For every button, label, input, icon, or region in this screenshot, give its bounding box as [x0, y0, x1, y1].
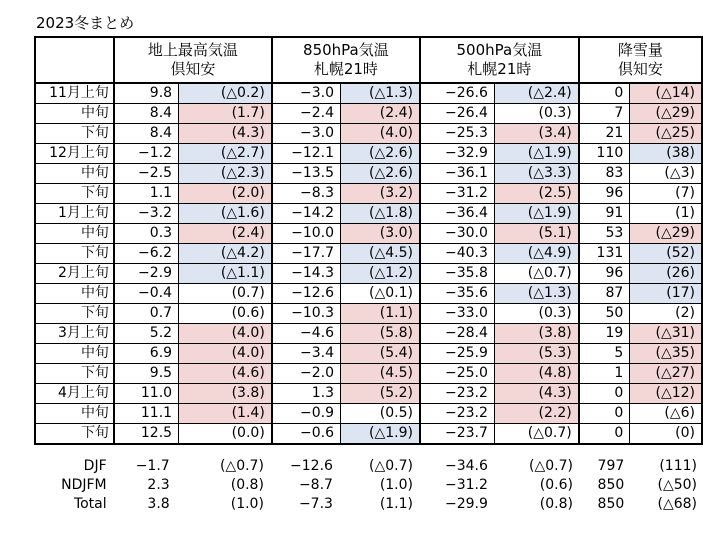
anomaly-cell: (1.1) [341, 304, 420, 324]
value-cell: 53 [579, 224, 630, 244]
summary-value-cell: 797 [597, 458, 625, 474]
table-row [35, 384, 702, 404]
anomaly-cell: (0.3) [494, 104, 578, 124]
header-line1: 降雪量 [617, 41, 663, 59]
value-cell: 110 [579, 144, 630, 164]
summary-anomaly-cell: (△68) [657, 496, 697, 512]
value-cell: −2.4 [272, 104, 341, 124]
anomaly-cell: (△1.9) [341, 424, 420, 445]
value-cell: −2.9 [114, 264, 179, 284]
summary-anomaly-cell: (△0.7) [528, 458, 573, 474]
summary-value-cell: 850 [597, 496, 625, 512]
anomaly-cell: (△1.9) [494, 144, 578, 164]
anomaly-cell: (△1.9) [494, 204, 578, 224]
value-cell: 12.5 [114, 424, 179, 445]
period-label: 下旬 [35, 424, 114, 445]
value-cell: −31.2 [420, 184, 494, 204]
anomaly-cell: (△6) [630, 404, 702, 424]
period-label: 中旬 [35, 284, 114, 304]
anomaly-cell: (5.8) [341, 324, 420, 344]
value-cell: −25.3 [420, 124, 494, 144]
anomaly-cell: (7) [630, 184, 702, 204]
anomaly-cell: (0.5) [341, 404, 420, 424]
anomaly-cell: (4.0) [179, 324, 272, 344]
value-cell: −26.6 [420, 83, 494, 104]
value-cell: 0 [579, 83, 630, 104]
value-cell: 0 [579, 404, 630, 424]
table-row [35, 204, 702, 224]
anomaly-cell: (5.1) [494, 224, 578, 244]
value-cell: −35.8 [420, 264, 494, 284]
header-500hpa-temp [420, 37, 579, 83]
anomaly-cell: (△2.3) [179, 164, 272, 184]
anomaly-cell: (△2.6) [341, 164, 420, 184]
value-cell: −12.6 [272, 284, 341, 304]
summary-value-cell: −12.6 [290, 458, 333, 474]
value-cell: 50 [579, 304, 630, 324]
anomaly-cell: (0.3) [494, 304, 578, 324]
table-row [35, 83, 702, 104]
anomaly-cell: (△2.4) [494, 83, 578, 104]
table-row [35, 284, 702, 304]
summary-row [34, 476, 703, 495]
period-label: 中旬 [35, 164, 114, 184]
value-cell: −26.4 [420, 104, 494, 124]
value-cell: 1.3 [272, 384, 341, 404]
summary-row [34, 495, 703, 514]
header-line1: 500hPa気温 [456, 41, 543, 59]
anomaly-cell: (0.0) [179, 424, 272, 445]
anomaly-cell: (△31) [630, 324, 702, 344]
value-cell: −0.4 [114, 284, 179, 304]
anomaly-cell: (△1.3) [494, 284, 578, 304]
value-cell: 8.4 [114, 104, 179, 124]
header-snowfall [579, 37, 702, 83]
value-cell: 5.2 [114, 324, 179, 344]
value-cell: −3.2 [114, 204, 179, 224]
anomaly-cell: (3.8) [494, 324, 578, 344]
period-label: 1月上旬 [35, 204, 114, 224]
value-cell: −1.2 [114, 144, 179, 164]
value-cell: 83 [579, 164, 630, 184]
anomaly-cell: (△0.7) [494, 424, 578, 445]
period-label: 3月上旬 [35, 324, 114, 344]
anomaly-cell: (△1.1) [179, 264, 272, 284]
value-cell: −2.5 [114, 164, 179, 184]
summary-value-cell: 3.8 [147, 496, 170, 512]
value-cell: −23.7 [420, 424, 494, 445]
summary-value-cell: −8.7 [298, 477, 333, 493]
anomaly-cell: (△0.2) [179, 83, 272, 104]
value-cell: 96 [579, 264, 630, 284]
summary-label: NDJFM [61, 477, 107, 493]
period-label: 中旬 [35, 404, 114, 424]
table-row [35, 224, 702, 244]
value-cell: 19 [579, 324, 630, 344]
value-cell: 9.8 [114, 83, 179, 104]
period-label: 下旬 [35, 304, 114, 324]
value-cell: −2.0 [272, 364, 341, 384]
anomaly-cell: (1.4) [179, 404, 272, 424]
value-cell: −32.9 [420, 144, 494, 164]
anomaly-cell: (△27) [630, 364, 702, 384]
anomaly-cell: (△29) [630, 104, 702, 124]
value-cell: −23.2 [420, 404, 494, 424]
header-row [35, 37, 702, 83]
value-cell: 0.3 [114, 224, 179, 244]
value-cell: 1 [579, 364, 630, 384]
value-cell: −12.1 [272, 144, 341, 164]
anomaly-cell: (△2.6) [341, 144, 420, 164]
summary-value-cell: 850 [597, 477, 625, 493]
summary-label: DJF [83, 458, 107, 474]
anomaly-cell: (0) [630, 424, 702, 445]
value-cell: −3.4 [272, 344, 341, 364]
value-cell: 1.1 [114, 184, 179, 204]
anomaly-cell: (4.8) [494, 364, 578, 384]
anomaly-cell: (5.4) [341, 344, 420, 364]
value-cell: −3.0 [272, 83, 341, 104]
value-cell: 91 [579, 204, 630, 224]
table-row [35, 364, 702, 384]
anomaly-cell: (△12) [630, 384, 702, 404]
anomaly-cell: (3.8) [179, 384, 272, 404]
value-cell: 9.5 [114, 364, 179, 384]
period-label: 下旬 [35, 124, 114, 144]
value-cell: −25.0 [420, 364, 494, 384]
summary-anomaly-cell: (0.8) [230, 477, 264, 493]
period-label: 下旬 [35, 244, 114, 264]
anomaly-cell: (△4.2) [179, 244, 272, 264]
anomaly-cell: (△0.7) [494, 264, 578, 284]
summary-value-cell: −29.9 [444, 496, 488, 512]
anomaly-cell: (4.3) [494, 384, 578, 404]
summary-anomaly-cell: (1.1) [379, 496, 414, 512]
summary-value-cell: −31.2 [444, 477, 488, 493]
anomaly-cell: (△1.3) [341, 83, 420, 104]
value-cell: −36.1 [420, 164, 494, 184]
value-cell: −6.2 [114, 244, 179, 264]
value-cell: 7 [579, 104, 630, 124]
anomaly-cell: (2.2) [494, 404, 578, 424]
header-line2: 札幌21時 [313, 60, 378, 78]
anomaly-cell: (5.3) [494, 344, 578, 364]
period-label: 11月上旬 [35, 83, 114, 104]
value-cell: 21 [579, 124, 630, 144]
anomaly-cell: (△35) [630, 344, 702, 364]
value-cell: 0 [579, 384, 630, 404]
period-label: 下旬 [35, 364, 114, 384]
anomaly-cell: (5.2) [341, 384, 420, 404]
anomaly-cell: (26) [630, 264, 702, 284]
header-line2: 札幌21時 [467, 60, 532, 78]
anomaly-cell: (△1.8) [341, 204, 420, 224]
value-cell: −35.6 [420, 284, 494, 304]
summary-anomaly-cell: (1.0) [379, 477, 414, 493]
value-cell: −10.0 [272, 224, 341, 244]
period-label: 下旬 [35, 184, 114, 204]
summary-value-cell: −1.7 [135, 458, 170, 474]
value-cell: 8.4 [114, 124, 179, 144]
header-corner [35, 37, 114, 83]
table-row [35, 424, 702, 445]
table-row [35, 244, 702, 264]
table-row [35, 104, 702, 124]
value-cell: −36.4 [420, 204, 494, 224]
value-cell: −0.6 [272, 424, 341, 445]
anomaly-cell: (52) [630, 244, 702, 264]
anomaly-cell: (△4.9) [494, 244, 578, 264]
anomaly-cell: (△14) [630, 83, 702, 104]
summary-anomaly-cell: (△0.7) [219, 458, 264, 474]
anomaly-cell: (2.4) [179, 224, 272, 244]
table-row [35, 144, 702, 164]
anomaly-cell: (△25) [630, 124, 702, 144]
value-cell: −10.3 [272, 304, 341, 324]
summary-anomaly-cell: (△0.7) [369, 458, 414, 474]
header-line2: 倶知安 [170, 60, 216, 78]
value-cell: 11.1 [114, 404, 179, 424]
value-cell: −14.2 [272, 204, 341, 224]
anomaly-cell: (38) [630, 144, 702, 164]
header-850hpa-temp [272, 37, 420, 83]
table-row [35, 164, 702, 184]
anomaly-cell: (4.0) [341, 124, 420, 144]
summary-row [34, 457, 703, 476]
anomaly-cell: (2.5) [494, 184, 578, 204]
table-row [35, 124, 702, 144]
value-cell: −25.9 [420, 344, 494, 364]
value-cell: −13.5 [272, 164, 341, 184]
anomaly-cell: (△0.1) [341, 284, 420, 304]
summary-anomaly-cell: (0.6) [539, 477, 573, 493]
anomaly-cell: (0.6) [179, 304, 272, 324]
anomaly-cell: (17) [630, 284, 702, 304]
anomaly-cell: (1) [630, 204, 702, 224]
anomaly-cell: (4.5) [341, 364, 420, 384]
summary-anomaly-cell: (111) [659, 458, 697, 474]
value-cell: −8.3 [272, 184, 341, 204]
anomaly-cell: (3.0) [341, 224, 420, 244]
header-line1: 地上最高気温 [147, 41, 238, 59]
header-line2: 倶知安 [617, 60, 663, 78]
anomaly-cell: (△29) [630, 224, 702, 244]
anomaly-cell: (△1.2) [341, 264, 420, 284]
table-row [35, 304, 702, 324]
anomaly-cell: (△3.3) [494, 164, 578, 184]
anomaly-cell: (2.4) [341, 104, 420, 124]
summary-anomaly-cell: (0.8) [539, 496, 573, 512]
anomaly-cell: (△2.7) [179, 144, 272, 164]
table-row [35, 184, 702, 204]
anomaly-cell: (1.7) [179, 104, 272, 124]
anomaly-cell: (3.4) [494, 124, 578, 144]
value-cell: 87 [579, 284, 630, 304]
page-title: 2023冬まとめ [36, 14, 135, 32]
summary-table [34, 457, 703, 514]
period-label: 2月上旬 [35, 264, 114, 284]
value-cell: −4.6 [272, 324, 341, 344]
header-line1: 850hPa気温 [303, 41, 389, 59]
value-cell: −0.9 [272, 404, 341, 424]
anomaly-cell: (3.2) [341, 184, 420, 204]
value-cell: −14.3 [272, 264, 341, 284]
summary-label: Total [73, 496, 107, 512]
value-cell: −28.4 [420, 324, 494, 344]
value-cell: −33.0 [420, 304, 494, 324]
value-cell: 5 [579, 344, 630, 364]
table-row [35, 264, 702, 284]
value-cell: −40.3 [420, 244, 494, 264]
value-cell: 131 [579, 244, 630, 264]
summary-value-cell: −34.6 [444, 458, 488, 474]
value-cell: 0 [579, 424, 630, 445]
summary-value-cell: −7.3 [298, 496, 333, 512]
summary-anomaly-cell: (△50) [657, 477, 697, 493]
data-table [34, 36, 703, 445]
table-row [35, 344, 702, 364]
period-label: 4月上旬 [35, 384, 114, 404]
summary-value-cell: 2.3 [147, 477, 170, 493]
header-surface-max-temp [114, 37, 272, 83]
anomaly-cell: (△1.6) [179, 204, 272, 224]
period-label: 中旬 [35, 224, 114, 244]
value-cell: −23.2 [420, 384, 494, 404]
period-label: 中旬 [35, 104, 114, 124]
anomaly-cell: (4.6) [179, 364, 272, 384]
table-row [35, 324, 702, 344]
anomaly-cell: (△4.5) [341, 244, 420, 264]
anomaly-cell: (4.0) [179, 344, 272, 364]
anomaly-cell: (2) [630, 304, 702, 324]
anomaly-cell: (2.0) [179, 184, 272, 204]
value-cell: −30.0 [420, 224, 494, 244]
table-row [35, 404, 702, 424]
value-cell: 96 [579, 184, 630, 204]
value-cell: −3.0 [272, 124, 341, 144]
anomaly-cell: (0.7) [179, 284, 272, 304]
period-label: 12月上旬 [35, 144, 114, 164]
period-label: 中旬 [35, 344, 114, 364]
anomaly-cell: (4.3) [179, 124, 272, 144]
value-cell: −17.7 [272, 244, 341, 264]
summary-anomaly-cell: (1.0) [230, 496, 264, 512]
value-cell: 11.0 [114, 384, 179, 404]
anomaly-cell: (△3) [630, 164, 702, 184]
value-cell: 6.9 [114, 344, 179, 364]
value-cell: 0.7 [114, 304, 179, 324]
